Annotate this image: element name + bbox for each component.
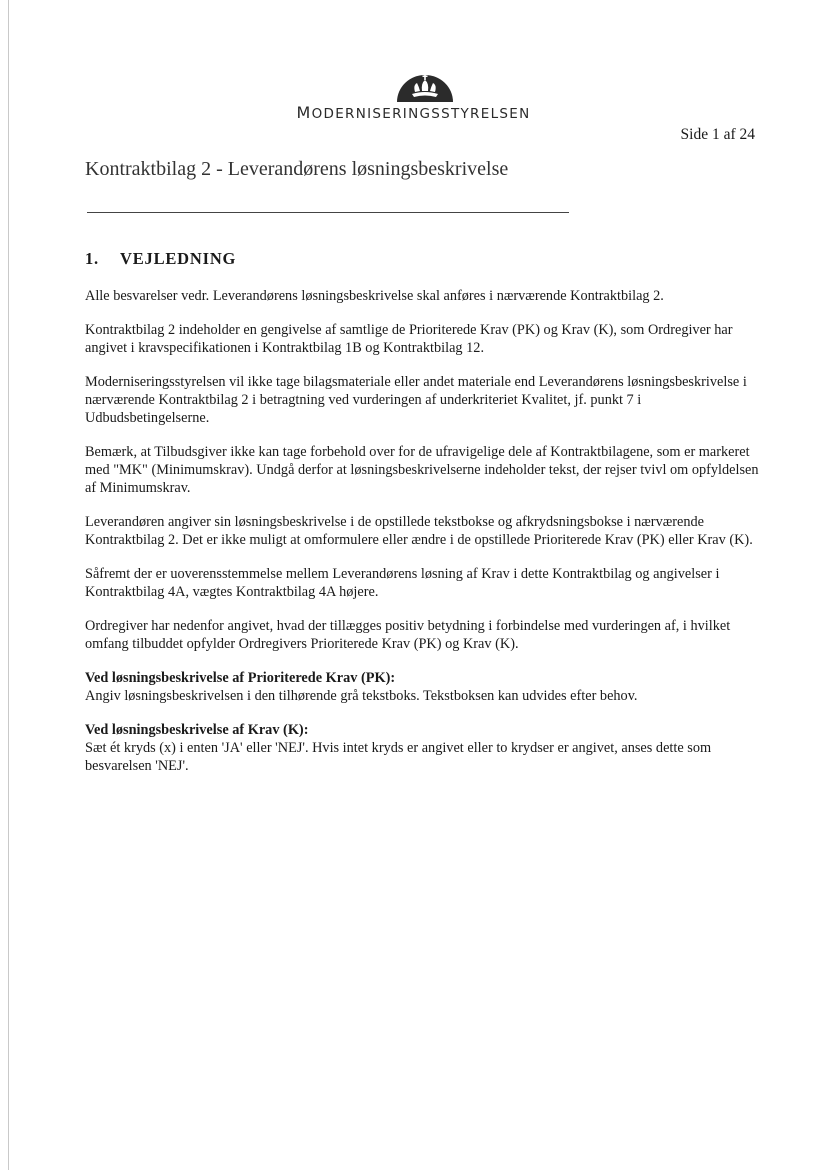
pk-instruction: Angiv løsningsbeskrivelsen i den tilhørende grå tekstboks. Tekstboksen kan udvides efter behov. — [85, 688, 638, 704]
section-number: 1. — [85, 249, 99, 268]
k-instruction: Sæt ét kryds (x) i enten 'JA' eller 'NEJ'. Hvis intet kryds er angivet eller to krydser er angivet, anses dette som besvarelsen 'NEJ'. — [85, 740, 712, 774]
paragraph: Bemærk, at Tilbudsgiver ikke kan tage forbehold over for de ufravigelige dele af Kontraktbilagene, som er markeret med "MK" (Minimumskrav). Undgå derfor at løsningsbeskrivelserne indeholder tekst, der rejser tvivl om opfyldelsen af Minimumskrav. — [85, 444, 759, 496]
title-divider — [87, 212, 569, 213]
section-body — [85, 287, 760, 791]
scan-edge-line — [8, 0, 9, 1170]
organization-name: MODERNISERINGSSTYRELSEN — [296, 103, 531, 122]
page-number: Side 1 af 24 — [680, 126, 755, 143]
section-heading — [85, 249, 236, 269]
document-title: Kontraktbilag 2 - Leverandørens løsningsbeskrivelse — [85, 158, 509, 180]
paragraph: Såfremt der er uoverensstemmelse mellem Leverandørens løsning af Krav i dette Kontraktbilag og angivelser i Kontraktbilag 4A, vægtes Kontraktbilag 4A højere. — [85, 566, 720, 600]
paragraph: Kontraktbilag 2 indeholder en gengivelse af samtlige de Prioriterede Krav (PK) og Krav (K), som Ordregiver har angivet i kravspecifikationen i Kontraktbilag 1B og Kontraktbilag 12. — [85, 322, 733, 356]
paragraph: Moderniseringsstyrelsen vil ikke tage bilagsmateriale eller andet materiale end Leverandørens løsningsbeskrivelse i nærværende Kontraktbilag 2 i betragtning ved vurderingen af underkriteriet Kvalitet, jf. punkt 7 i Udbudsbetingelserne. — [85, 374, 747, 426]
section-title: VEJLEDNING — [120, 249, 237, 268]
pk-subheading: Ved løsningsbeskrivelse af Prioriterede Krav (PK): — [85, 670, 396, 686]
paragraph: Alle besvarelser vedr. Leverandørens løsningsbeskrivelse skal anføres i nærværende Kontraktbilag 2. — [85, 288, 664, 304]
k-subheading: Ved løsningsbeskrivelse af Krav (K): — [85, 722, 309, 738]
paragraph: Ordregiver har nedenfor angivet, hvad der tillægges positiv betydning i forbindelse med vurderingen af, i hvilket omfang tilbuddet opfylder Ordregivers Prioriterede Krav (PK) og Krav (K). — [85, 618, 731, 652]
crown-logo-icon — [395, 70, 455, 102]
paragraph: Leverandøren angiver sin løsningsbeskrivelse i de opstillede tekstbokse og afkrydsningsbokse i nærværende Kontraktbilag 2. Det er ikke muligt at omformulere eller ændre i de opstillede Prioriterede Krav (PK) eller Krav (K). — [85, 514, 753, 548]
